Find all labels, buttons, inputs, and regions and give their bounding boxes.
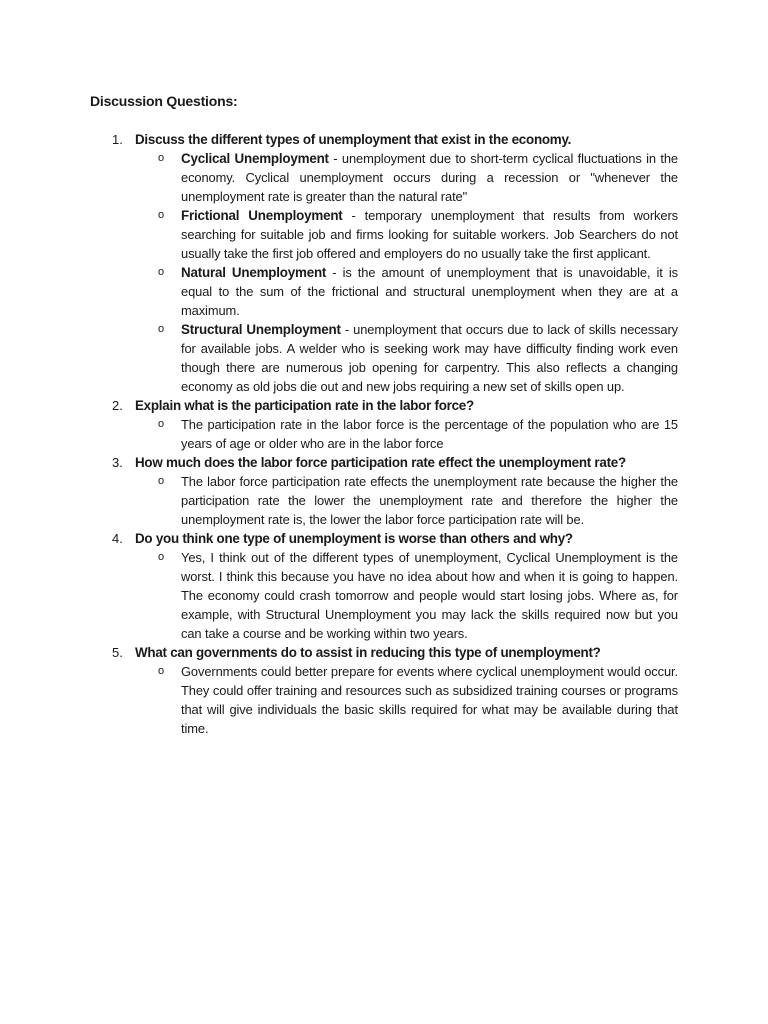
answer-term: Frictional Unemployment [181,208,343,223]
question-text: Do you think one type of unemployment is worse than others and why? [135,531,573,546]
question-item [90,396,678,453]
question-item [90,529,678,643]
question-text: Discuss the different types of unemployment that exist in the economy. [135,132,572,147]
bullet-marker: o [158,551,165,563]
answer-text: Yes, I think out of the different types of unemployment, Cyclical Unemployment is the worst. I think this because you have no idea about how and when it is going to happen. The economy could crash tomorrow and people would start losing jobs. Where as, for example, with Structural Unemployment you may lack the skills required now but you can take a course and be working within two years. [181,550,678,641]
question-number: 1. [112,132,123,147]
question-text: Explain what is the participation rate in the labor force? [135,398,474,413]
answer-item [90,263,678,320]
question-item [90,453,678,529]
question-number: 3. [112,455,123,470]
bullet-marker: o [158,266,165,278]
answer-text: - is the amount of unemployment that is unavoidable, it is equal to the sum of the frictional and structural unemployment when they are at a maximum. [181,265,678,318]
question-text: What can governments do to assist in reducing this type of unemployment? [135,645,601,660]
document-heading: Discussion Questions: [90,93,238,109]
question-text: How much does the labor force participation rate effect the unemployment rate? [135,455,626,470]
answer-list [90,472,678,529]
question-item [90,643,678,738]
bullet-marker: o [158,418,165,430]
answer-item [90,206,678,263]
bullet-marker: o [158,475,165,487]
question-number: 4. [112,531,123,546]
answer-list [90,548,678,643]
answer-list [90,149,678,396]
answer-text: The participation rate in the labor force is the percentage of the population who are 15 years of age or older who are in the labor force [181,417,678,451]
answer-item [90,149,678,206]
question-list [90,130,678,738]
answer-text: - unemployment due to short-term cyclical fluctuations in the economy. Cyclical unemployment occurs during a recession or "whenever the unemployment rate is greater than the natural rate" [181,151,678,204]
question-number: 5. [112,645,123,660]
answer-text: - unemployment that occurs due to lack of skills necessary for available jobs. A welder who is seeking work may have difficulty finding work even though there are numerous job opening for carpentry. This also reflects a changing economy as old jobs die out and new jobs requiring a new set of skills open up. [181,322,678,394]
answer-term: Structural Unemployment [181,322,341,337]
answer-term: Natural Unemployment [181,265,327,280]
answer-text: - temporary unemployment that results from workers searching for suitable job and firms looking for suitable workers. Job Searchers do not usually take the first job offered and employers do no usually take the first applicant. [181,208,679,261]
answer-item [90,320,678,396]
answer-text: The labor force participation rate effects the unemployment rate because the higher the participation rate the lower the unemployment rate and therefore the higher the unemployment rate is, the lower the labor force participation rate will be. [181,474,678,527]
question-number: 2. [112,398,123,413]
answer-item [90,472,678,529]
answer-text: Governments could better prepare for events where cyclical unemployment would occur. They could offer training and resources such as subsidized training courses or programs that will give individuals the basic skills required for what may be available during that time. [181,664,678,736]
bullet-marker: o [158,209,165,221]
answer-item [90,548,678,643]
bullet-marker: o [158,665,165,677]
question-item [90,130,678,396]
answer-list [90,662,678,738]
answer-item [90,662,678,738]
bullet-marker: o [158,152,165,164]
answer-item [90,415,678,453]
answer-list [90,415,678,453]
bullet-marker: o [158,323,165,335]
answer-term: Cyclical Unemployment [181,151,329,166]
